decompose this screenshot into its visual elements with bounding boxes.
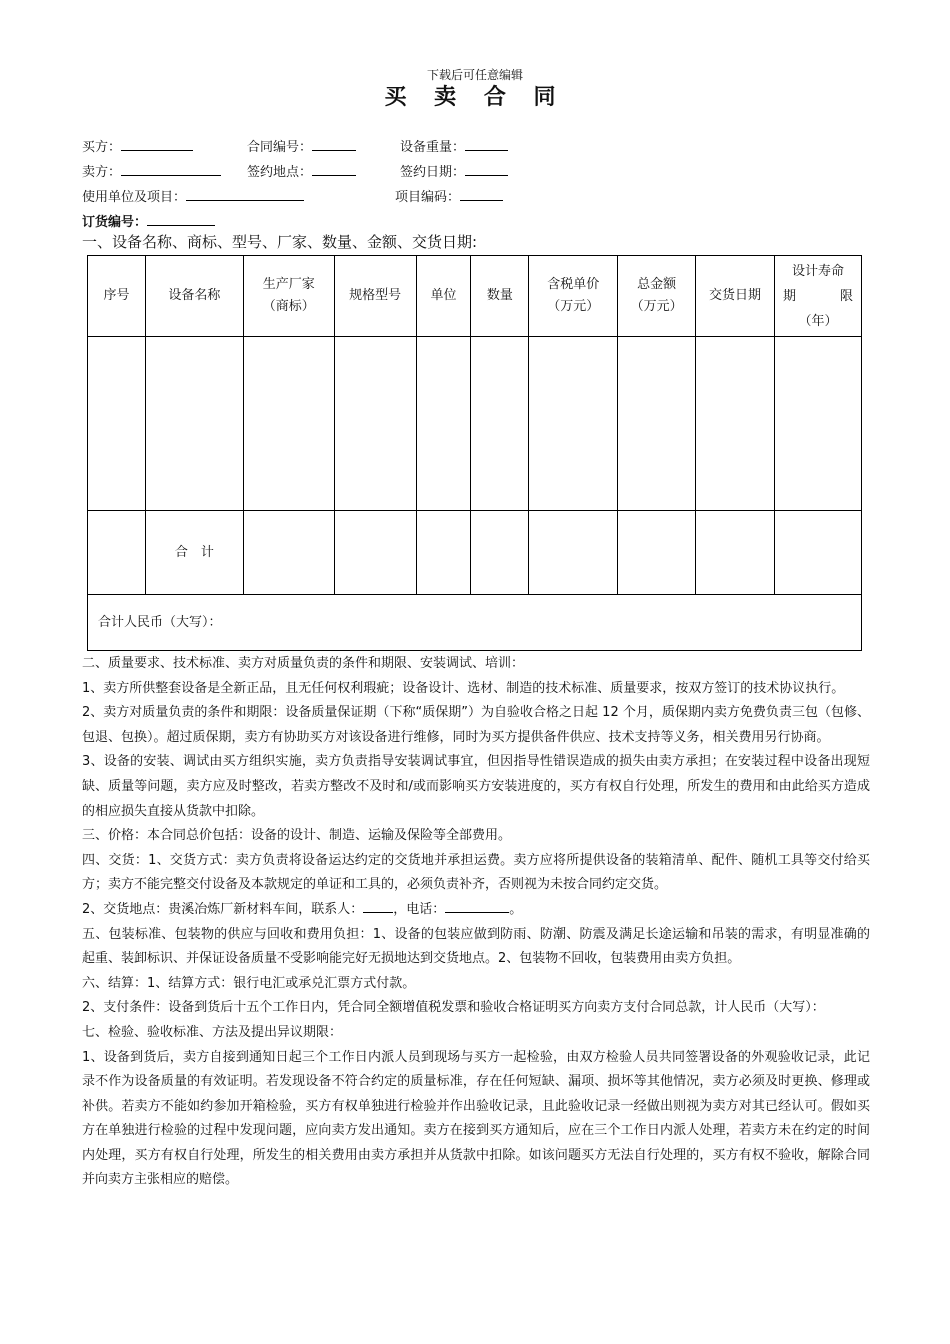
header-cell-name: 设备名称 (145, 256, 243, 337)
total-cell-amount[interactable] (618, 511, 696, 595)
header-cell-unit: 单位 (416, 256, 471, 337)
clause-4-2 (82, 898, 870, 923)
table-row (88, 337, 862, 511)
contract-no-label: 合同编号： (247, 140, 313, 155)
weight-blank[interactable] (465, 138, 508, 151)
rmb-cell[interactable] (88, 595, 862, 651)
clause-2-2: 2、卖方对质量负责的条件和期限：设备质量保证期（下称“质保期”）为自验收合格之日起 12 个月，质保期内卖方免费负责三包（包修、包退、包换）。超过质保期，卖方有协助买方对该设备进行维修，同时为买方提供备件供应、技术支持等义务，相关费用另行协商。 (82, 705, 870, 745)
sign-place-blank[interactable] (312, 163, 356, 176)
top-note: 下载后可任意编辑 (426, 68, 523, 82)
header-total-line2: （万元） (630, 299, 683, 314)
rmb-label: 合计人民币（大写）： (98, 614, 222, 630)
header-price-line2: （万元） (547, 299, 600, 314)
sign-date-field (400, 161, 508, 180)
seller-field (82, 161, 221, 180)
clause-6-1: 六、结算：1、结算方式：银行电汇或承兑汇票方式付款。 (82, 975, 416, 991)
project-code-label: 项目编码： (395, 190, 461, 205)
header-total-line1: 总金额 (637, 277, 677, 292)
clause-5: 五、包装标准、包装物的供应与回收和费用负担：1、设备的包装应做到防雨、防潮、防震及满足长途运输和吊装的需求，有明显准确的起重、装卸标识、并保证设备质量不受影响能完好无损地达到交货地点。2、包装物不回收，包装费用由卖方负担。 (82, 926, 870, 967)
buyer-label: 买方： (82, 140, 122, 155)
buyer-blank[interactable] (121, 138, 193, 151)
seller-blank[interactable] (121, 163, 221, 176)
project-code-blank[interactable] (460, 188, 503, 201)
order-no-label: 订货编号： (82, 215, 148, 230)
table-header-row (88, 256, 862, 337)
total-cell-model[interactable] (334, 511, 416, 595)
order-no-blank[interactable] (147, 213, 215, 226)
header-life-line2 (775, 284, 861, 309)
clause-2-1: 1、卖方所供整套设备是全新正品，且无任何权利瑕疵；设备设计、选材、制造的技术标准、质量要求，按双方签订的技术协议执行。 (82, 680, 845, 696)
phone-label: ，电话： (393, 901, 446, 917)
header-life-line1: 设计寿命 (791, 263, 844, 279)
total-cell-unit[interactable] (416, 511, 471, 595)
header-factory-line1: 生产厂家 (262, 277, 315, 292)
user-project-field (82, 186, 304, 205)
cell-no[interactable] (88, 337, 146, 511)
cell-total[interactable] (618, 337, 696, 511)
sign-date-blank[interactable] (465, 163, 508, 176)
cell-model[interactable] (334, 337, 416, 511)
clause-2-3: 3、设备的安装、调试由买方组织实施，卖方负责指导安装调试事宜，但因指导性错误造成的损失由卖方承担；在安装过程中设备出现短缺、质量等问题，卖方应及时整改，若卖方整改不及时和/或而影响买方安装进度的，买方有权自行处理，所发生的费用和由此给买方造成的相应损失直接从货款中扣除。 (82, 754, 870, 819)
contract-body (82, 652, 870, 1193)
total-cell-factory[interactable] (243, 511, 334, 595)
cell-price[interactable] (529, 337, 618, 511)
period: 。 (509, 901, 523, 917)
cell-life[interactable] (775, 337, 862, 511)
contact-blank[interactable] (363, 898, 393, 913)
header-life-line3: （年） (798, 313, 838, 329)
goods-table (87, 255, 862, 651)
header-factory-line2: （商标） (262, 299, 315, 314)
cell-qty[interactable] (471, 337, 529, 511)
seller-label: 卖方： (82, 165, 122, 180)
total-cell-qty[interactable] (471, 511, 529, 595)
section1-title: 一、设备名称、商标、型号、厂家、数量、金额、交货日期: (82, 233, 478, 251)
project-code-field (395, 186, 503, 205)
clause-7-1: 1、设备到货后，卖方自接到通知日起三个工作日内派人员到现场与买方一起检验，由双方检验人员共同签署设备的外观验收记录，此记录不作为设备质量的有效证明。若发现设备不符合约定的质量标准，存在任何短缺、漏项、损坏等其他情况，卖方必须及时更换、修理或补供。若卖方不能如约参加开箱检验，买方有权单独进行检验并作出验收记录，且此验收记录一经做出则视为卖方对其已经认可。假如买方在单独进行检验的过程中发现问题，应向卖方发出通知。卖方在接到买方通知后，应在三个工作日内派人处理，若卖方未在约定的时间内处理，买方有权自行处理，所发生的相关费用由卖方承担并从货款中扣除。如该问题买方无法自行处理的，买方有权不验收，解除合同并向卖方主张相应的赔偿。 (82, 1049, 870, 1188)
sign-place-label: 签约地点： (247, 165, 313, 180)
clause-7-title: 七、检验、验收标准、方法及提出异议期限： (82, 1024, 343, 1040)
header-cell-no: 序号 (88, 256, 146, 337)
contract-no-field (247, 136, 356, 155)
clause-3: 三、价格：本合同总价包括：设备的设计、制造、运输及保险等全部费用。 (82, 828, 512, 844)
weight-field (400, 136, 508, 155)
header-cell-total (618, 256, 696, 337)
sign-place-field (247, 161, 356, 180)
cell-factory[interactable] (243, 337, 334, 511)
header-cell-factory (243, 256, 334, 337)
header-life-char1: 期 (783, 288, 797, 304)
user-project-blank[interactable] (186, 188, 304, 201)
cell-unit[interactable] (416, 337, 471, 511)
cell-delivery[interactable] (696, 337, 775, 511)
phone-blank[interactable] (445, 898, 509, 913)
contract-title: 买 卖 合 同 (384, 85, 566, 110)
clause-6-2: 2、支付条件：设备到货后十五个工作日内，凭合同全额增值税发票和验收合格证明买方向卖方支付合同总款，计人民币（大写）： (82, 1000, 825, 1016)
cell-name[interactable] (145, 337, 243, 511)
header-price-line1: 含税单价 (547, 277, 600, 292)
buyer-field (82, 136, 193, 155)
delivery-place-text: 2、交货地点：贵溪冶炼厂新材料车间，联系人： (82, 901, 364, 917)
rmb-row (88, 595, 862, 651)
header-cell-qty: 数量 (471, 256, 529, 337)
user-project-label: 使用单位及项目： (82, 190, 187, 205)
total-label: 合 计 (145, 511, 243, 595)
clause-2-title: 二、质量要求、技术标准、卖方对质量负责的条件和期限、安装调试、培训： (82, 656, 525, 671)
header-cell-delivery: 交货日期 (696, 256, 775, 337)
header-cell-price (529, 256, 618, 337)
total-row (88, 511, 862, 595)
order-no-field (82, 211, 215, 230)
total-cell-life[interactable] (775, 511, 862, 595)
weight-label: 设备重量： (400, 140, 466, 155)
sign-date-label: 签约日期： (400, 165, 466, 180)
total-cell-no[interactable] (88, 511, 146, 595)
header-cell-model: 规格型号 (334, 256, 416, 337)
contract-no-blank[interactable] (312, 138, 356, 151)
header-life-char2: 限 (839, 288, 853, 304)
clause-4-1: 四、交货：1、交货方式：卖方负责将设备运达约定的交货地并承担运费。卖方应将所提供设备的装箱清单、配件、随机工具等交付给买方；卖方不能完整交付设备及本款规定的单证和工具的，必须负责补齐，否则视为未按合同约定交货。 (82, 852, 870, 893)
total-cell-price[interactable] (529, 511, 618, 595)
header-cell-life (775, 256, 862, 337)
total-cell-delivery[interactable] (696, 511, 775, 595)
